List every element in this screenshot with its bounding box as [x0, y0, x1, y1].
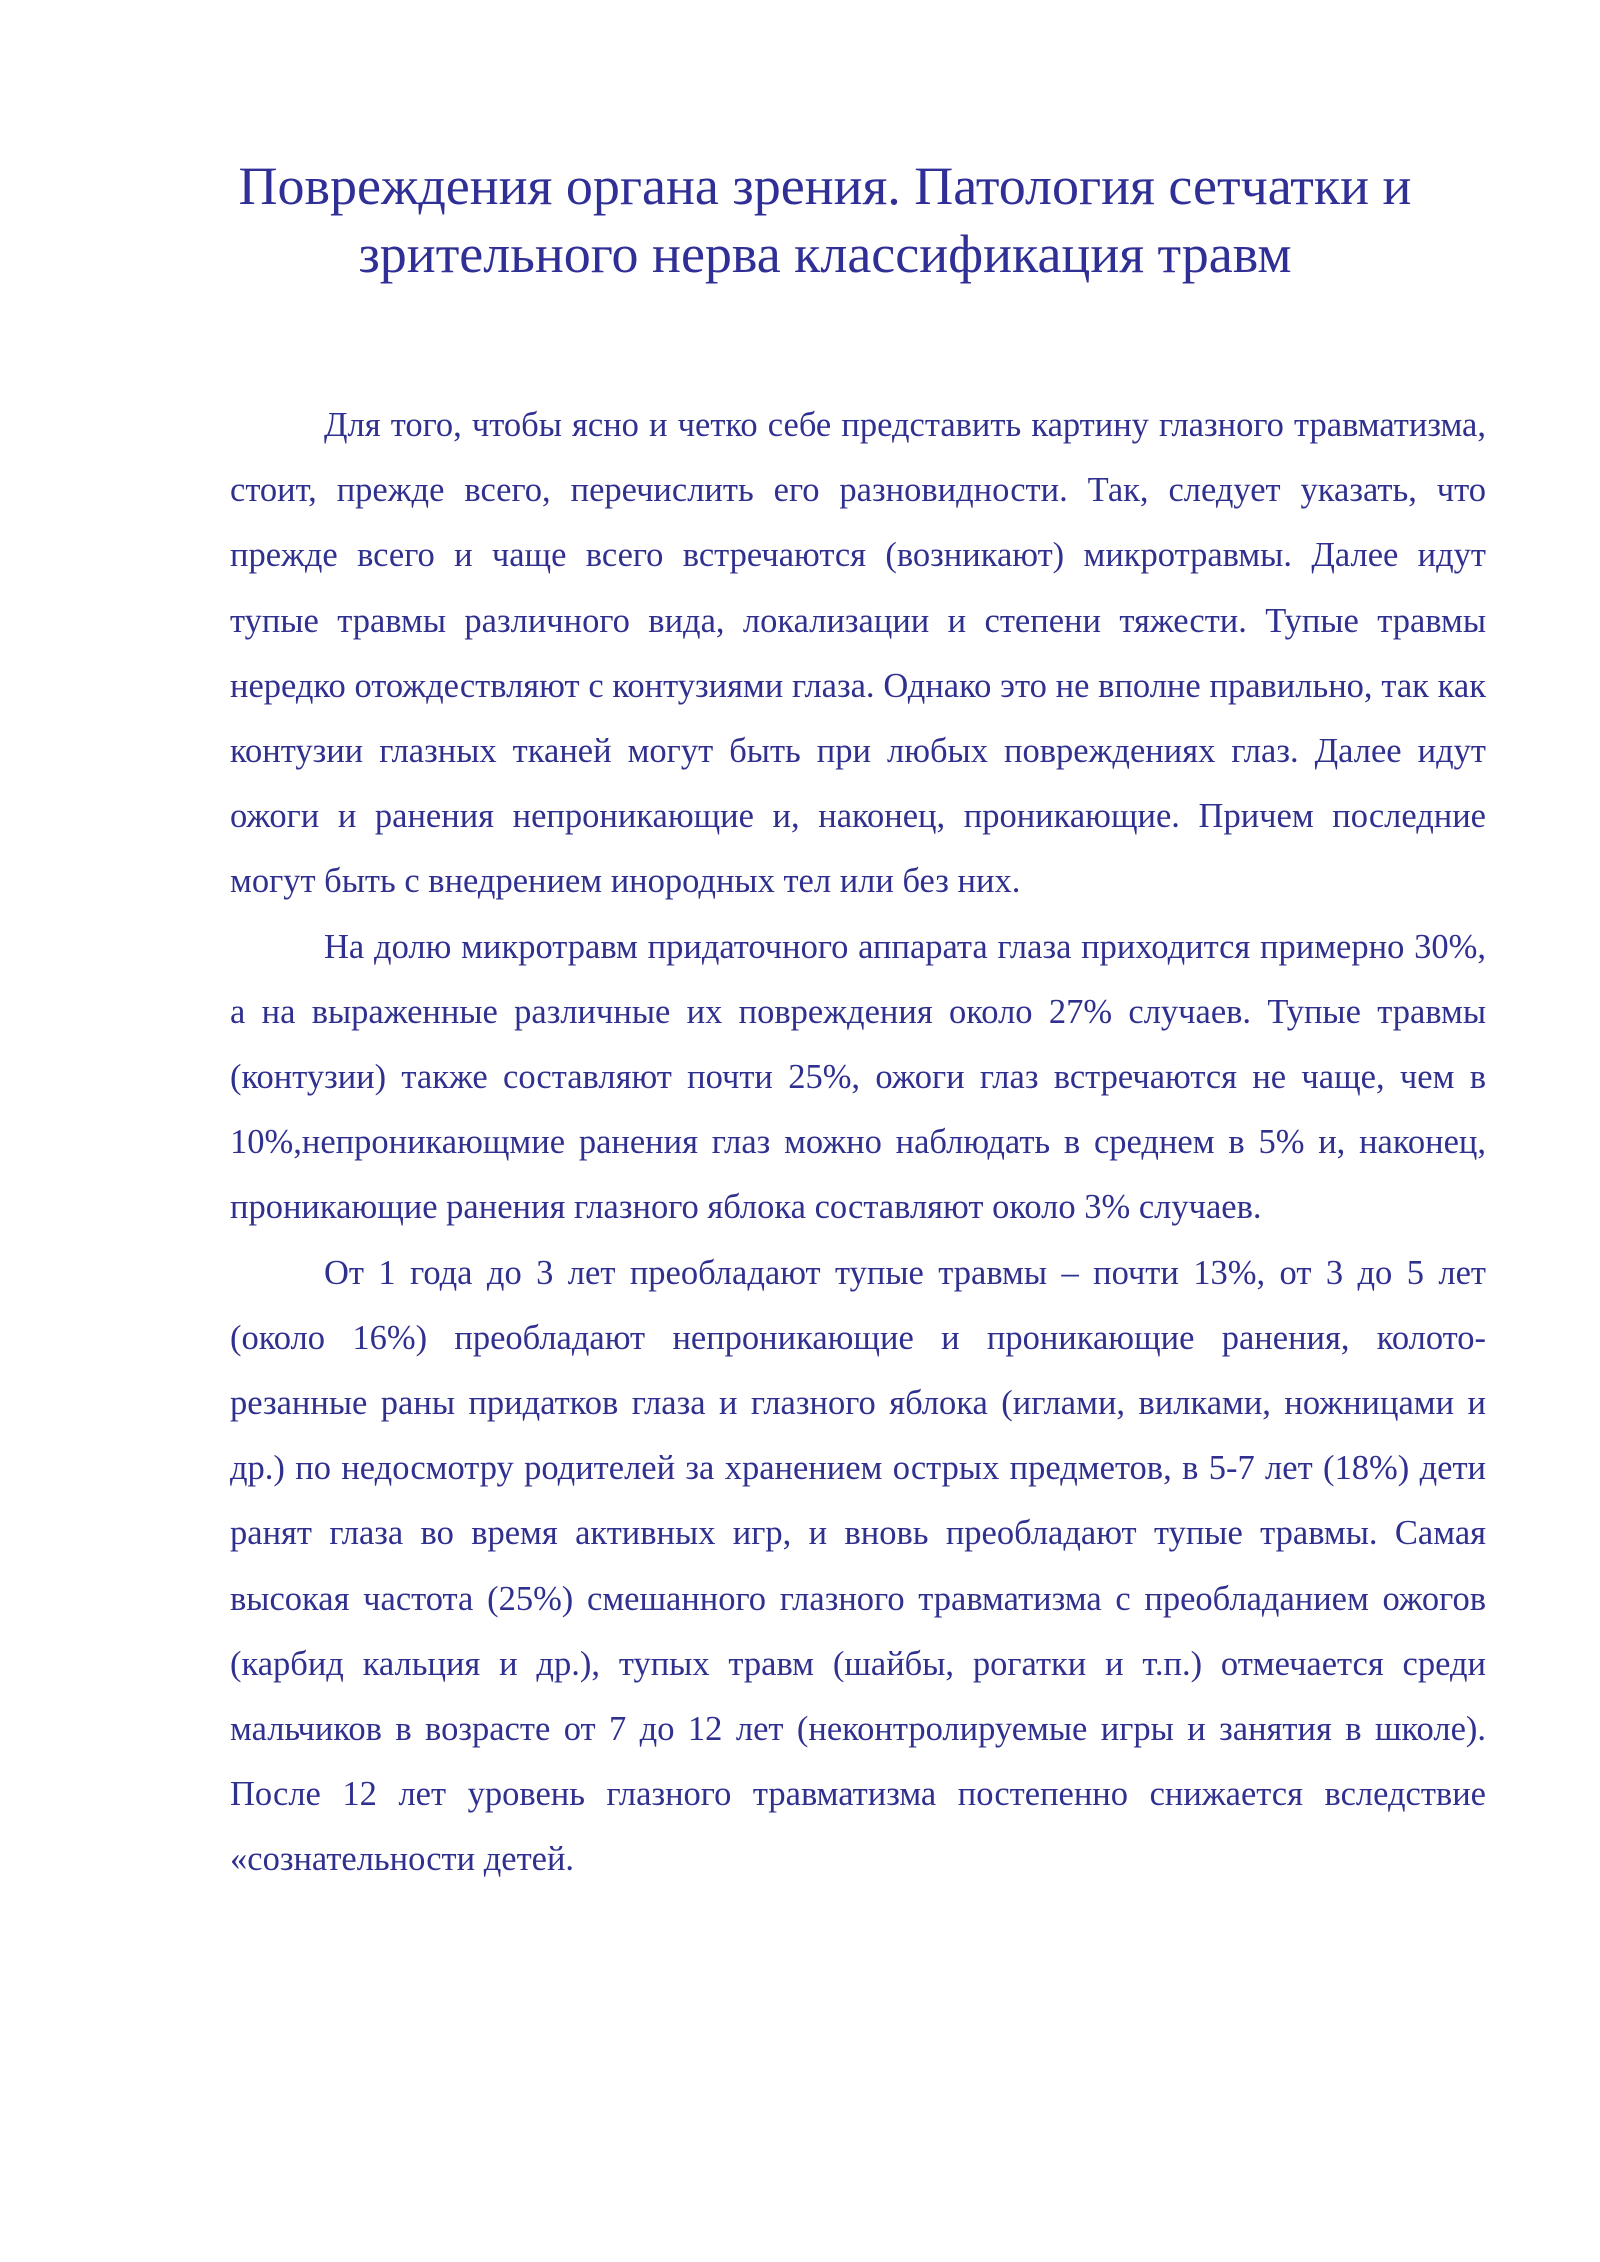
paragraph-2: На долю микротравм придаточного аппарата глаза приходится примерно 30%, а на выраженные различные их повреждения около 27% случаев. Тупые травмы (контузии) также составляют почти 25%, ожоги глаз встречаются не чаще, чем в 10%,непроникающмие ранения глаз можно наблюдать в среднем в 5% и, наконец, проникающие ранения глазного яблока составляют около 3% случаев. — [230, 927, 1486, 1227]
paragraph-1: Для того, чтобы ясно и четко себе представить картину глазного травматизма, стоит, прежде всего, перечислить его разновидности. Так, следует указать, что прежде всего и чаще всего встречаются (возникают) микротравмы. Далее идут тупые травмы различного вида, локализации и степени тяжести. Тупые травмы нередко отождествляют с контузиями глаза. Однако это не вполне правильно, так как контузии глазных тканей могут быть при любых повреждениях глаз. Далее идут ожоги и ранения непроникающие и, наконец, проникающие. Причем последние могут быть с внедрением инородных тел или без них. — [230, 406, 1486, 901]
paragraph-3: От 1 года до 3 лет преобладают тупые травмы – почти 13%, от 3 до 5 лет (около 16%) преобладают непроникающие и проникающие ранения, колото-резанные раны придатков глаза и глазного яблока (иглами, вилками, ножницами и др.) по недосмотру родителей за хранением острых предметов, в 5-7 лет (18%) дети ранят глаза во время активных игр, и вновь преобладают тупые травмы. Самая высокая частота (25%) смешанного глазного травматизма с преобладанием ожогов (карбид кальция и др.), тупых травм (шайбы, рогатки и т.п.) отмечается среди мальчиков в возрасте от 7 до 12 лет (неконтролируемые игры и занятия в школе). После 12 лет уровень глазного травматизма постепенно снижается вследствие «сознательности детей. — [230, 1253, 1486, 1879]
document-body — [230, 393, 1486, 1893]
page-title: Повреждения органа зрения. Патология сетчатки и зрительного нерва классификация травм — [238, 156, 1412, 284]
